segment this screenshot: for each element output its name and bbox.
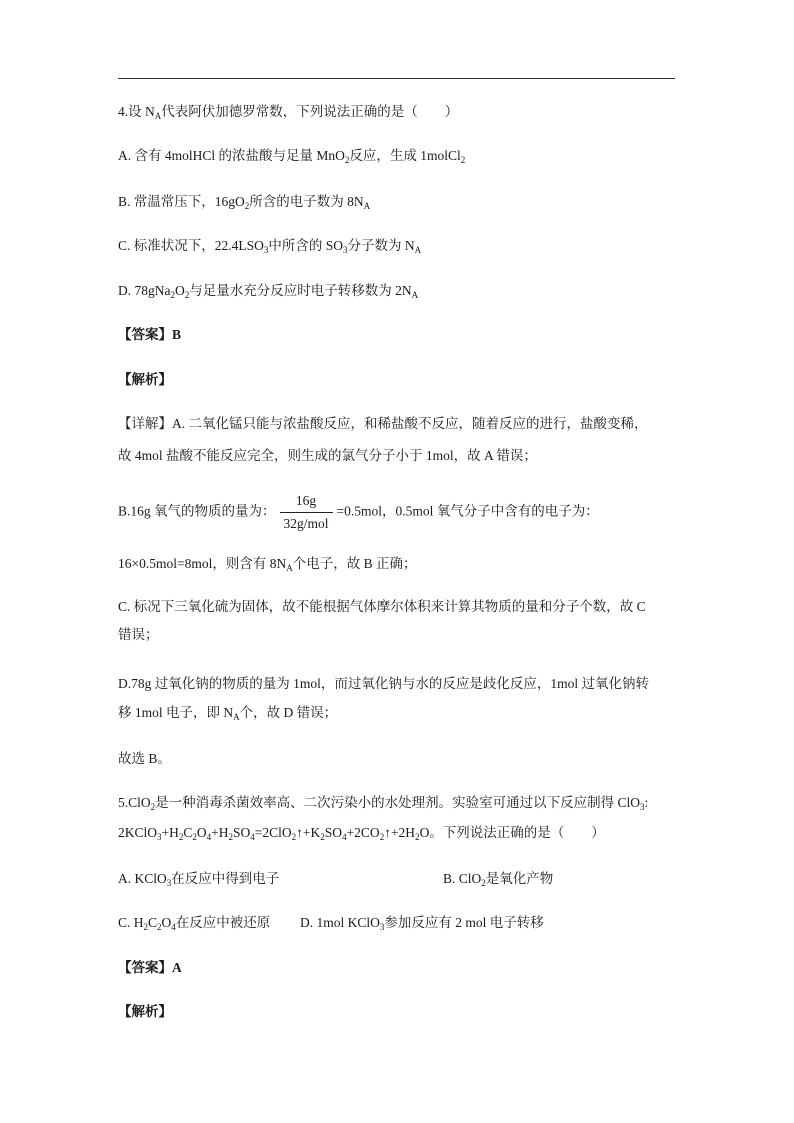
q4-detail-line1: 【详解】A. 二氧化锰只能与浓盐酸反应，和稀盐酸不反应，随着反应的进行，盐酸变稀， — [118, 416, 648, 431]
q4-option-a: A. 含有 4molHCl 的浓盐酸与足量 MnO$_2$反应，生成 1molCl$_2$ — [118, 148, 466, 165]
q4-detail-b2: 16×0.5mol=8mol，则含有 $8N_A$个电子，故 B 正确； — [118, 556, 417, 573]
q5-option-b: B. ClO$_2$是氧化产物 — [443, 871, 554, 888]
q5-option-a: A. KClO$_3$在反应中得到电子 — [118, 871, 280, 888]
q4-analysis-heading: 【解析】 — [118, 372, 172, 387]
q5-stem-line1: 5.ClO$_2$是一种消毒杀菌效率高、二次污染小的水处理剂。实验室可通过以下反应制得 ClO$_3$: — [118, 795, 649, 812]
q5-option-c: C. $H_2C_2O_4$在反应中被还原 — [118, 915, 271, 932]
q5-answer: 【答案】A — [118, 960, 182, 975]
q4-conclusion: 故选 B。 — [118, 751, 171, 766]
q4-answer: 【答案】B — [118, 327, 182, 342]
q4-detail-b: B.16g 氧气的物质的量为： $\frac{16g}{\text{32g/mol}}$ =0.5mol，0.5mol 氧气分子中含有的电子为： — [118, 493, 599, 531]
fraction-denominator: 32g/mol — [283, 516, 329, 531]
q4-option-d: D. $78gNa_2O_2$与足量水充分反应时电子转移数为 $2N_A$ — [118, 283, 419, 300]
q4-detail-d-line2: 移 1mol 电子，即 $N_A$个，故 D 错误； — [118, 705, 338, 722]
q4-option-b: B. 常温常压下，$16gO_2$所含的电子数为 $8N_A$ — [118, 194, 371, 211]
q5-analysis-heading: 【解析】 — [118, 1004, 172, 1019]
fraction-numerator: 16g — [280, 492, 333, 513]
q4-detail-c-line2: 错误； — [118, 627, 159, 642]
q5-equation: $2KClO_3+H_2C_2O_4+H_2SO_4=2ClO_2↑+K_2SO_4+2CO_2↑+2H_2O$。下列说法正确的是（ ） — [118, 825, 605, 842]
q4-option-c: C. 标准状况下，$22.4LSO_3$中所含的 $SO_3$分子数为 $N_A$ — [118, 238, 422, 255]
q4-detail-d-line1: D.78g 过氧化钠的物质的量为 1mol，而过氧化钠与水的反应是歧化反应，1mol 过氧化钠转 — [118, 676, 650, 691]
q5-option-d: D. 1mol KClO$_3$参加反应有 2 mol 电子转移 — [300, 915, 544, 932]
q4-detail-c-line1: C. 标况下三氧化硫为固体，故不能根据气体摩尔体积来计算其物质的量和分子个数，故 C — [118, 599, 646, 614]
fraction — [280, 492, 333, 533]
q4-detail-line2: 故 4mol 盐酸不能反应完全，则生成的氯气分子小于 1mol，故 A 错误； — [118, 448, 537, 463]
q4-stem: 4.设 $N_A$代表阿伏加德罗常数，下列说法正确的是（ ） — [118, 104, 459, 121]
header-rule — [118, 78, 675, 79]
